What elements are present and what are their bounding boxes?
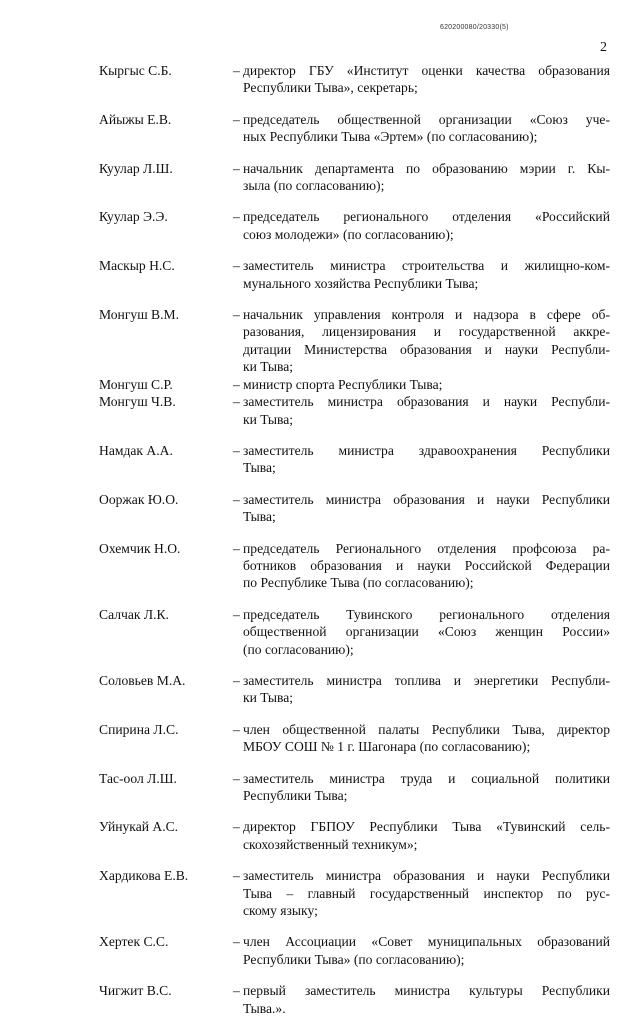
member-role-line: заместитель министра здравоохранения Республики (243, 442, 610, 458)
member-role-line: начальник департамента по образованию мэрии г. Кы- (243, 160, 610, 176)
member-row (88, 442, 610, 477)
member-row (88, 393, 610, 428)
member-dash: – (233, 160, 240, 176)
member-name: Кыргыс С.Б. (99, 63, 172, 78)
member-role (243, 160, 610, 195)
member-role-line: Республики Тыва; (243, 788, 348, 803)
member-name: Маскыр Н.С. (99, 258, 175, 274)
member-role-line: заместитель министра строительства и жилищно-ком- (243, 258, 610, 274)
member-role-line: ки Тыва; (243, 411, 294, 427)
member-role (243, 672, 610, 707)
member-dash: – (233, 540, 240, 556)
member-name: Куулар Л.Ш. (99, 160, 173, 176)
member-dash: – (233, 934, 240, 950)
member-name: Ооржак Ю.О. (99, 491, 179, 507)
member-dash: – (233, 209, 240, 225)
member-dash: – (233, 672, 240, 688)
member-role-line: заместитель министра труда и социальной политики (243, 770, 610, 786)
member-row (88, 376, 610, 393)
member-role-line: МБОУ СОШ № 1 г. Шагонара (по согласованию); (243, 739, 531, 755)
member-role (243, 442, 610, 477)
member-row (88, 721, 610, 756)
member-name: Куулар Э.Э. (99, 209, 168, 225)
member-role (243, 208, 610, 243)
member-role-line: ки Тыва; (243, 359, 294, 375)
member-dash: – (233, 819, 240, 835)
member-role-line: (по согласованию); (243, 641, 354, 657)
member-role-line: союз молодежи» (по согласованию); (243, 226, 454, 242)
member-list (88, 62, 610, 1031)
member-row (88, 306, 610, 376)
member-role-line: по Республике Тыва (по согласованию); (243, 575, 474, 591)
member-dash: – (233, 442, 240, 458)
member-row (88, 208, 610, 243)
member-row (88, 540, 610, 592)
member-role-line: скохозяйственный техникум»; (243, 836, 418, 852)
member-role (243, 393, 610, 428)
member-name: Хардикова Е.В. (99, 868, 189, 884)
member-name: Чигжит В.С. (99, 983, 172, 999)
member-name: Монгуш С.Р. (99, 376, 173, 392)
member-role-line: ботников образования и науки Российской Федерации (243, 557, 610, 573)
member-role-line: зыла (по согласованию); (243, 178, 385, 194)
member-row (88, 491, 610, 526)
member-role-line: заместитель министра образования и науки Республи- (243, 394, 610, 410)
member-role (243, 867, 610, 919)
member-row (88, 62, 610, 97)
member-role-line: скому языку; (243, 903, 318, 919)
member-dash: – (233, 491, 240, 507)
member-dash: – (233, 63, 240, 78)
member-dash: – (233, 606, 240, 622)
member-role (243, 540, 610, 592)
member-dash: – (233, 721, 240, 737)
member-role-line: Республики Тыва» (по согласованию); (243, 951, 465, 967)
member-dash: – (233, 868, 240, 884)
member-row (88, 867, 610, 919)
page-number: 2 (600, 40, 607, 55)
member-name: Салчак Л.К. (99, 606, 169, 622)
member-role-line: заместитель министра топлива и энергетики Республи- (243, 672, 610, 688)
member-role (243, 933, 610, 968)
member-role-line: Республики Тыва», секретарь; (243, 80, 418, 96)
member-row (88, 111, 610, 146)
member-row (88, 606, 610, 658)
member-role (243, 721, 610, 756)
member-row (88, 982, 610, 1017)
member-role (243, 770, 610, 805)
member-role-line: председатель регионального отделения «Российский (243, 209, 610, 225)
document-code: 620200080/20330(5) (440, 24, 509, 31)
member-role-line: Тыва.». (243, 1000, 286, 1016)
member-role-line: председатель общественной организации «Союз уче- (243, 111, 610, 127)
member-role-line: Тыва – главный государственный инспектор по рус- (243, 885, 610, 901)
member-role-line: начальник управления контроля и надзора в сфере об- (243, 307, 610, 323)
member-row (88, 818, 610, 853)
member-role-line: директор ГБПОУ Республики Тыва «Тувинский сель- (243, 819, 610, 835)
member-role-line: Тыва; (243, 509, 276, 525)
member-role-line: первый заместитель министра культуры Республики (243, 983, 610, 999)
member-name: Намдак А.А. (99, 442, 173, 458)
member-row (88, 160, 610, 195)
member-name: Спирина Л.С. (99, 721, 179, 737)
member-role (243, 257, 610, 292)
member-role (243, 606, 610, 658)
member-role (243, 818, 610, 853)
member-role-line: заместитель министра образования и науки Республики (243, 868, 610, 884)
member-role-line: разования, лицензирования и государственной аккре- (243, 324, 610, 340)
member-role-line: мунального хозяйства Республики Тыва; (243, 275, 479, 291)
member-row (88, 672, 610, 707)
member-role-line: заместитель министра образования и науки Республики (243, 491, 610, 507)
member-dash: – (233, 111, 240, 127)
member-role (243, 982, 610, 1017)
member-dash: – (233, 307, 240, 323)
member-name: Монгуш В.М. (99, 307, 180, 323)
member-role-line: член Ассоциации «Совет муниципальных образований (243, 934, 610, 950)
member-role (243, 111, 610, 146)
member-role-line: общественной организации «Союз женщин России» (243, 624, 610, 640)
member-role-line: директор ГБУ «Институт оценки качества образования (243, 63, 610, 78)
member-row (88, 257, 610, 292)
member-role-line: ки Тыва; (243, 690, 294, 706)
member-role (243, 376, 610, 393)
member-name: Айыжы Е.В. (99, 111, 172, 127)
member-dash: – (233, 376, 240, 392)
member-role (243, 306, 610, 376)
member-role (243, 62, 610, 97)
member-name: Соловьев М.А. (99, 672, 186, 688)
member-name: Уйнукай А.С. (99, 819, 179, 835)
member-role-line: член общественной палаты Республики Тыва, директор (243, 721, 610, 737)
member-row (88, 933, 610, 968)
member-role-line: председатель Регионального отделения профсоюза ра- (243, 540, 610, 556)
member-role-line: председатель Тувинского регионального отделения (243, 606, 610, 622)
member-name: Тас-оол Л.Ш. (99, 770, 177, 786)
member-role-line: Тыва; (243, 460, 276, 476)
member-dash: – (233, 394, 240, 410)
member-name: Охемчик Н.О. (99, 540, 181, 556)
member-dash: – (233, 258, 240, 274)
member-role (243, 491, 610, 526)
member-name: Монгуш Ч.В. (99, 394, 176, 410)
member-dash: – (233, 770, 240, 786)
member-role-line: ных Республики Тыва «Эртем» (по согласованию); (243, 129, 538, 145)
member-name: Хертек С.С. (99, 934, 169, 950)
member-row (88, 770, 610, 805)
member-role-line: дитации Министерства образования и науки Республи- (243, 341, 610, 357)
member-role-line: министр спорта Республики Тыва; (243, 376, 443, 392)
member-dash: – (233, 983, 240, 999)
